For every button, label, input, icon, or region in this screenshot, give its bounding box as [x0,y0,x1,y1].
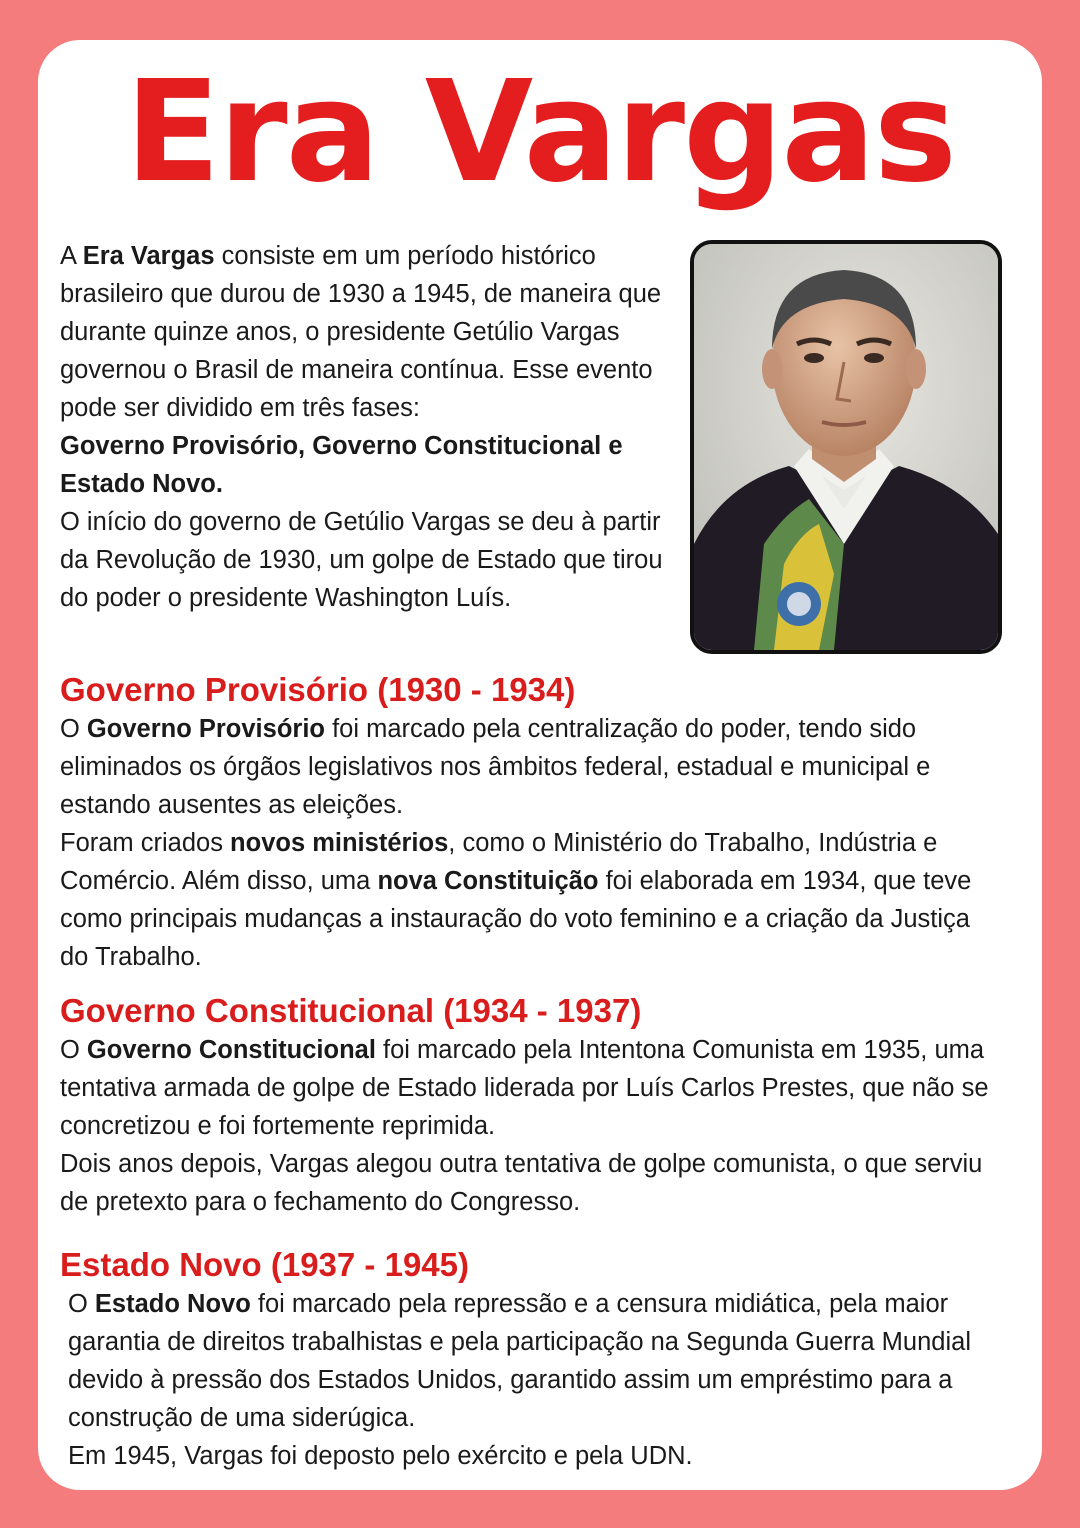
section-text: O [60,715,87,743]
section-paragraph: Dois anos depois, Vargas alegou outra tentativa de golpe comunista, o que serviu de pretexto para o fechamento do Congresso. [60,1150,983,1216]
page-title: Era Vargas [124,51,956,214]
section-governo-constitucional [60,991,1000,1221]
intro-paragraph [60,237,690,617]
section-bold-term: Governo Provisório [86,715,325,743]
section-text: O [68,1290,95,1318]
section-bold-term: Governo Constitucional [86,1036,376,1064]
section-heading: Governo Constitucional (1934 - 1937) [60,992,642,1029]
intro-text: O início do governo de Getúlio Vargas se deu à partir da Revolução de 1930, um golpe de Estado que tirou do poder o presidente Washington Luís. [60,508,663,612]
section-text: O [60,1036,87,1064]
section-heading: Estado Novo (1937 - 1945) [60,1246,469,1283]
intro-text: consiste em um período histórico brasileiro que durou de 1930 a 1945, de maneira que durante quinze anos, o presidente Getúlio Vargas governou o Brasil de maneira contínua. Esse evento pode ser dividido em três fases: [60,242,662,422]
section-heading: Governo Provisório (1930 - 1934) [60,671,576,708]
section-text: foi marcado pela Intentona Comunista em 1935, uma tentativa armada de golpe de Estado liderada por Luís Carlos Prestes, que não se concretizou e foi fortemente reprimida. [60,1036,989,1140]
section-bold-term: novos ministérios [230,829,449,857]
intro-text: A [60,242,83,270]
intro-phases: Governo Provisório, Governo Constitucional e Estado Novo. [60,432,623,498]
section-text: Foram criados [60,829,231,857]
portrait-icon [694,244,998,650]
section-text: foi marcado pela repressão e a censura midiática, pela maior garantia de direitos trabalhistas e pela participação na Segunda Guerra Mundial devido à pressão dos Estados Unidos, garantido assim um empréstimo para a construção de uma siderúgica. [68,1290,971,1432]
intro-bold-term: Era Vargas [82,242,215,270]
section-paragraph [60,1031,1000,1145]
section-text: foi elaborada em 1934, que teve como principais mudanças a instauração do voto feminino e a criação da Justiça do Trabalho. [60,867,972,971]
section-paragraph [60,824,1000,976]
section-paragraph [60,710,1000,824]
section-bold-term: Estado Novo [94,1290,251,1318]
section-paragraph [60,1285,1000,1437]
section-bold-term: nova Constituição [377,867,599,895]
section-estado-novo [60,1245,1000,1475]
section-text: foi marcado pela centralização do poder, tendo sido eliminados os órgãos legislativos nos âmbitos federal, estadual e municipal e estando ausentes as eleições. [60,715,931,819]
portrait-photo [690,240,1002,654]
section-text: , como o Ministério do Trabalho, Indústria e Comércio. Além disso, uma [60,829,938,895]
section-paragraph: Em 1945, Vargas foi deposto pelo exército e pela UDN. [68,1442,693,1470]
section-governo-provisorio [60,670,1000,976]
